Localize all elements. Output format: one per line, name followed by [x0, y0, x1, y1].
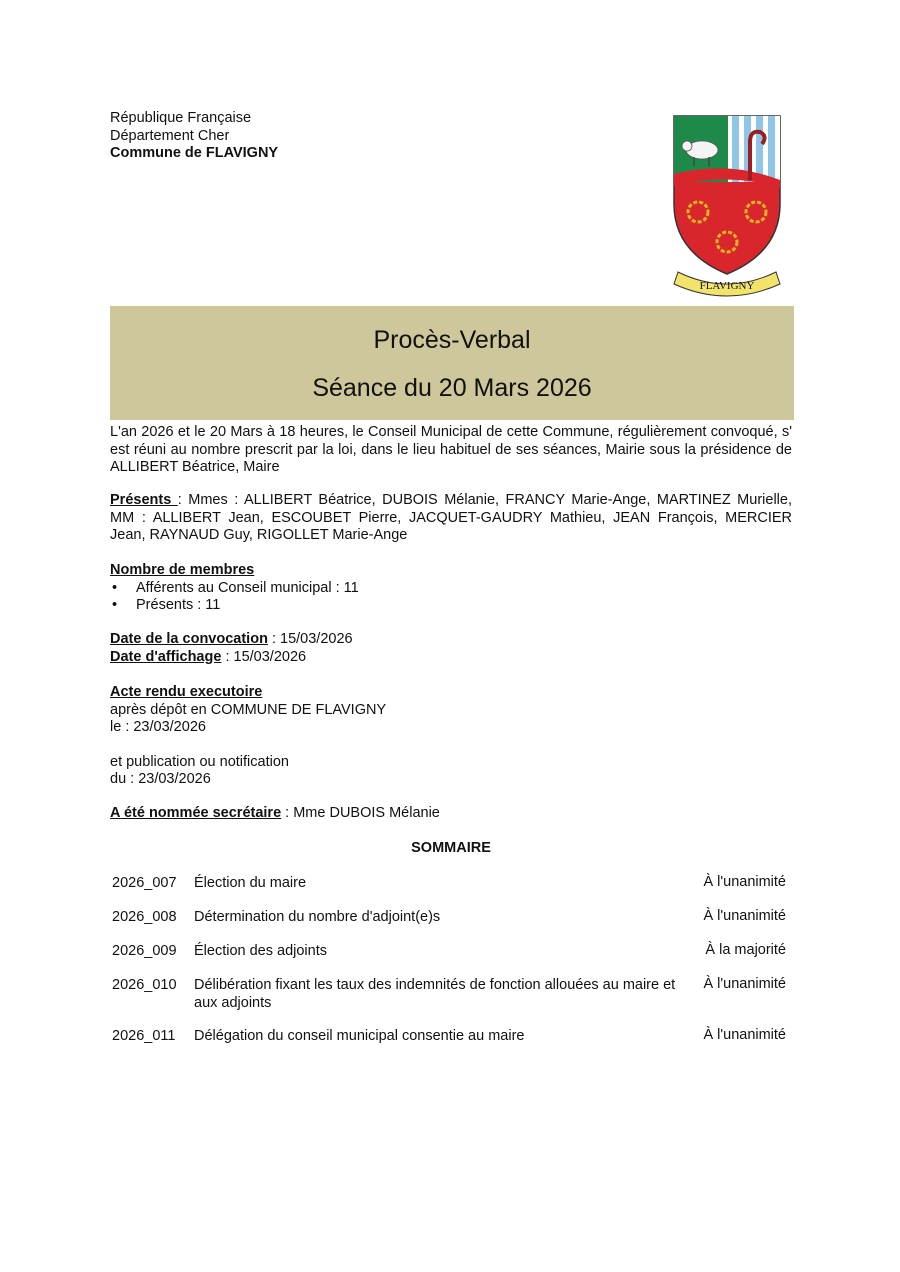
- acte-publication-date: du : 23/03/2026: [110, 771, 211, 787]
- commune-line: Commune de FLAVIGNY: [110, 145, 279, 161]
- secretary-line: [110, 805, 792, 823]
- members-section: [110, 562, 792, 615]
- presents-text: : Mmes : ALLIBERT Béatrice, DUBOIS Mélanie, FRANCY Marie-Ange, MARTINEZ Murielle, MM : ALLIBERT Jean, ESCOUBET Pierre, JACQUET-GAUDRY Mathieu, JEAN François, MERCIER Jean, RAYNAUD Guy, RIGOLLET Marie-Ange: [110, 492, 792, 543]
- deliberation-title: Délibération fixant les taux des indemnités de fonction allouées au maire et aux adjoints: [194, 977, 676, 1011]
- deliberation-title: Élection du maire: [194, 875, 307, 891]
- acte-depot-date: le : 23/03/2026: [110, 719, 206, 735]
- issuer-header: [110, 110, 278, 163]
- acte-label: Acte rendu executoire: [110, 684, 263, 700]
- affichage-label: Date d'affichage: [110, 648, 222, 665]
- affichage-value: : 15/03/2026: [221, 648, 307, 665]
- secretary-label: A été nommée secrétaire: [110, 805, 282, 821]
- presents-paragraph: [110, 492, 792, 545]
- deliberation-code: 2026_010: [112, 977, 177, 993]
- vote-result: À la majorité: [705, 942, 786, 958]
- convocation-value: : 15/03/2026: [267, 631, 353, 647]
- document-title: Procès-Verbal: [373, 326, 531, 354]
- republic-line: République Française: [110, 110, 252, 126]
- list-item: • Afférents au Conseil municipal : 11: [110, 580, 792, 598]
- session-title: Séance du 20 Mars 2026: [312, 374, 592, 402]
- department-line: Département Cher: [110, 127, 230, 144]
- deliberation-code: 2026_007: [112, 875, 177, 891]
- members-label: Nombre de membres: [110, 562, 255, 578]
- flavigny-coat-of-arms: [668, 112, 786, 300]
- list-item: • Présents : 11: [110, 597, 792, 615]
- deliberation-code: 2026_008: [112, 909, 177, 925]
- acte-depot: après dépôt en COMMUNE DE FLAVIGNY: [110, 701, 387, 718]
- deliberation-code: 2026_011: [112, 1028, 176, 1044]
- deliberation-title: Détermination du nombre d'adjoint(e)s: [194, 909, 441, 925]
- vote-result: À l'unanimité: [703, 874, 786, 890]
- dates-section: [110, 631, 792, 666]
- summary-title: SOMMAIRE: [411, 840, 491, 856]
- deliberation-title: Élection des adjoints: [194, 943, 327, 959]
- acte-section: [110, 684, 792, 789]
- title-banner: [110, 306, 794, 420]
- deliberation-title: Délégation du conseil municipal consentie au maire: [194, 1028, 525, 1044]
- vote-result: À l'unanimité: [703, 908, 786, 924]
- intro-paragraph: L'an 2026 et le 20 Mars à 18 heures, le Conseil Municipal de cette Commune, régulièrement convoqué, s' est réuni au nombre prescrit par la loi, dans le lieu habituel de ses séances, Mairie sous la présidence de ALLIBERT Béatrice, Maire: [110, 424, 792, 475]
- deliberation-code: 2026_009: [112, 943, 177, 959]
- vote-result: À l'unanimité: [703, 976, 786, 992]
- acte-publication: et publication ou notification: [110, 753, 289, 770]
- crest-ribbon-text: FLAVIGNY: [699, 280, 755, 292]
- vote-result: À l'unanimité: [703, 1027, 786, 1043]
- presents-label: Présents: [110, 492, 178, 508]
- secretary-value: : Mme DUBOIS Mélanie: [281, 805, 440, 821]
- convocation-label: Date de la convocation: [110, 631, 268, 647]
